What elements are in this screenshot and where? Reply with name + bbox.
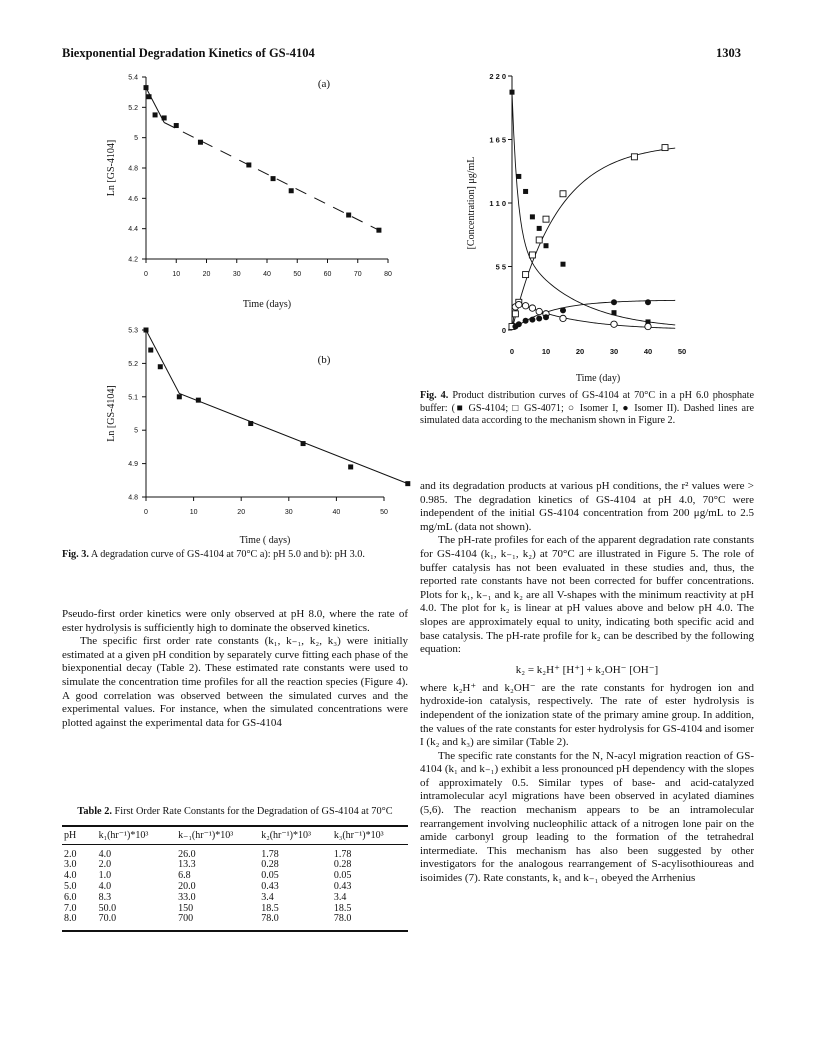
table-cell: 13.3 <box>178 859 196 871</box>
y-axis-label: Ln [GS-4104] <box>106 139 117 197</box>
x-axis-label: Time (day) <box>575 373 621 384</box>
table-header-cell: k₂(hr⁻¹)*10³ <box>259 827 332 845</box>
data-point <box>405 481 410 486</box>
figure-3-caption-text: A degradation curve of GS-4104 at 70°C a): pH 5.0 and b): pH 3.0. <box>90 549 365 560</box>
point-isomer-ii <box>536 315 542 321</box>
right-paragraph-4: The specific rate constants for the N, N-acyl migration reaction of GS-4104 (k₁ and k₋₁) exhibit a less pronounced pH dependency with the slopes of approximately 0.5. Similar types of base- and acid-catalyzed intramolecular acyl migrations have been observed in acylated diamines (5,6). The reaction mechanism appears to be an intramolecular rearrangement involving nucleophilic attack of a nitrogen lone pair on the amide carbonyl group leading to the formation of the tetrahedral intermediate. This mechanism has also been suggested by other investigators for the analogous rearrangement of S-acylisothioureas and isoimides (7). Rate constants, k₁ and k₋₁ obeyed the Arrhenius <box>420 749 754 885</box>
y-tick-label: 5.1 <box>128 394 138 402</box>
running-title: Biexponential Degradation Kinetics of GS-4104 <box>62 46 315 60</box>
point-isomer-i <box>611 321 617 327</box>
data-point <box>289 188 294 193</box>
point-isomer-ii <box>645 299 651 305</box>
data-point <box>153 112 158 117</box>
point-gs-4104 <box>530 214 535 219</box>
point-gs-4071 <box>536 237 542 243</box>
page-number: 1303 <box>716 46 741 60</box>
point-gs-4104 <box>612 310 617 315</box>
figure-3a-chart <box>84 68 414 316</box>
point-isomer-ii <box>611 299 617 305</box>
table-row <box>62 914 408 930</box>
table-2-title-text: First Order Rate Constants for the Degradation of GS-4104 at 70°C <box>114 806 393 817</box>
point-isomer-ii <box>543 314 549 320</box>
figure-3-caption <box>62 549 408 562</box>
figure-4-chart <box>460 66 760 388</box>
y-tick-label: 1 1 0 <box>489 199 506 208</box>
y-tick-label: 5.3 <box>128 327 138 335</box>
point-gs-4104 <box>523 189 528 194</box>
figure-3-caption-label: Fig. 3. <box>62 549 89 560</box>
table-cell: 4.0 <box>98 848 112 860</box>
point-gs-4071 <box>512 311 518 317</box>
point-isomer-i <box>522 303 528 309</box>
data-point <box>147 94 152 99</box>
table-cell: 1.78 <box>333 848 352 860</box>
table-cell: 8.0 <box>64 913 77 925</box>
y-tick-label: 1 6 5 <box>489 135 506 145</box>
table-cell: 18.5 <box>333 902 352 914</box>
x-tick-label: 30 <box>232 271 241 278</box>
data-point <box>177 394 182 399</box>
left-paragraph-2: The specific first order rate constants (k₁, k₋₁, k₂, k₃) were initially estimated at a given pH condition by separately curve fitting each phase of the biexponential decay (Table 2). These estimated rate constants were used to simulate the concentration time profiles for all the reaction species (Figure 4). A good correlation was observed between the simulated curves and the experimental values. For instance, when the simulated concentrations were plotted against the experimental data for GS-4104 <box>62 635 408 729</box>
data-point <box>271 176 276 181</box>
rate-constants-table <box>62 827 408 931</box>
data-point <box>248 421 253 426</box>
data-point <box>162 115 167 120</box>
table-header-cell: k₋₁(hr⁻¹)*10³ <box>176 827 259 845</box>
y-tick-label: 5 5 <box>495 262 506 272</box>
point-gs-4104 <box>561 262 566 267</box>
data-point <box>348 464 353 469</box>
point-gs-4071 <box>631 154 637 160</box>
table-cell: 8.3 <box>98 891 112 903</box>
point-isomer-ii <box>516 321 522 327</box>
right-paragraph-1: and its degradation products at various pH conditions, the r² values were > 0.985. The degradation kinetics of GS-4104 at pH 4.0, 70°C were independent of the initial GS-4104 concentration from 200 μg/mL to 2.5 mg/mL (data not shown). <box>420 480 754 533</box>
right-column <box>420 480 754 886</box>
point-isomer-i <box>536 308 542 314</box>
panel-label: (a) <box>317 78 331 90</box>
x-tick-label: 50 <box>677 347 687 356</box>
y-tick-label: 4.6 <box>128 195 138 203</box>
point-isomer-i <box>516 301 522 307</box>
figure-3b-chart <box>84 318 414 550</box>
table-row <box>62 882 408 893</box>
table-cell: 18.5 <box>261 902 279 914</box>
table-cell: 78.0 <box>261 913 279 925</box>
x-tick-label: 0 <box>144 509 148 516</box>
table-cell: 0.05 <box>333 870 352 882</box>
data-point <box>144 85 149 90</box>
data-point <box>174 123 179 128</box>
y-tick-label: 4.2 <box>128 256 138 264</box>
table-header-cell: k₁(hr⁻¹)*10³ <box>97 827 177 845</box>
x-tick-label: 20 <box>202 271 211 278</box>
x-tick-label: 0 <box>144 271 148 278</box>
table-cell: 2.0 <box>64 848 77 860</box>
table-cell: 33.0 <box>178 891 196 903</box>
y-axis-label: [Concentration] μg/mL <box>466 156 477 250</box>
panel-label: (b) <box>317 354 331 366</box>
table-row <box>62 844 408 860</box>
y-tick-label: 5.4 <box>128 74 138 82</box>
x-tick-label: 40 <box>263 271 271 278</box>
table-2-body <box>62 825 408 933</box>
table-cell: 4.0 <box>64 870 77 882</box>
table-cell: 7.0 <box>64 902 77 914</box>
table-header-cell: k₃(hr⁻¹)*10³ <box>332 827 408 845</box>
y-tick-label: 4.8 <box>128 494 138 502</box>
figure-4 <box>460 66 760 393</box>
table-row <box>62 893 408 904</box>
table-cell: 3.4 <box>333 891 347 903</box>
x-tick-label: 30 <box>609 347 619 356</box>
table-cell: 78.0 <box>333 913 352 925</box>
table-cell: 0.43 <box>333 880 352 892</box>
y-tick-label: 5 <box>134 135 138 143</box>
x-tick-label: 0 <box>509 347 515 356</box>
table-cell: 3.4 <box>261 891 274 903</box>
fit-line <box>146 330 408 484</box>
point-isomer-i <box>645 323 651 329</box>
table-cell: 26.0 <box>178 848 196 860</box>
y-tick-label: 4.4 <box>128 226 138 234</box>
table-cell: 1.78 <box>261 848 279 860</box>
right-paragraph-2: The pH-rate profiles for each of the apparent degradation rate constants for GS-4104 (k₁, k₋₁, k₂) at 70°C are illustrated in Figure 5. The role of buffer catalysis has not been evaluated in these studies and, thus, the reported rate constants have not been corrected for buffer concentrations. Plots for k₁, k₋₁ and k₂ are all V-shapes with the minimum reactivity at pH 4.0. The plot for k₂ is linear at pH values above and below pH 4.0. The slopes are approximately equal to unity, indicating both specific acid and base catalysis. The pH-rate profile for k₂ can be described by the following equation: <box>420 534 754 656</box>
table-cell: 1.0 <box>98 870 112 882</box>
point-gs-4071 <box>560 191 566 197</box>
right-paragraph-3: where k₂H⁺ and k₂OH⁻ are the rate constants for hydrogen ion and hydroxide-ion catalysis, respectively. The rate of ester hydrolysis is independent of the ionization state of the primary amine group. In addition, the values of the rate constants for ester hydrolysis for GS-4104 and isomer I (k₂ and k₃) are similar (Table 2). <box>420 681 754 749</box>
data-point <box>301 441 306 446</box>
simulated-curve-gs4104 <box>512 92 675 325</box>
point-gs-4104 <box>544 243 549 248</box>
table-header-cell: pH <box>62 827 97 845</box>
point-isomer-i <box>560 315 566 321</box>
x-axis-label: Time (days) <box>242 299 292 310</box>
point-isomer-ii <box>529 317 535 323</box>
x-tick-label: 30 <box>284 509 293 516</box>
table-row <box>62 871 408 882</box>
table-2 <box>62 806 408 932</box>
point-gs-4104 <box>510 90 515 95</box>
table-cell: 20.0 <box>178 880 196 892</box>
y-tick-label: 5.2 <box>128 104 138 112</box>
x-tick-label: 40 <box>643 347 653 356</box>
data-point <box>148 348 153 353</box>
x-tick-label: 60 <box>323 271 332 278</box>
x-tick-label: 10 <box>541 347 551 356</box>
table-2-title <box>62 806 408 819</box>
data-point <box>198 140 203 145</box>
table-cell: 4.0 <box>98 880 112 892</box>
point-gs-4104 <box>537 226 542 231</box>
x-tick-label: 50 <box>380 509 388 516</box>
figure-3b <box>84 318 414 555</box>
x-tick-label: 20 <box>237 509 246 516</box>
figure-4-caption <box>420 390 754 428</box>
point-gs-4071 <box>662 145 668 151</box>
point-gs-4071 <box>543 216 549 222</box>
table-cell: 5.0 <box>64 880 77 892</box>
table-cell: 6.0 <box>64 891 77 903</box>
y-axis-label: Ln [GS-4104] <box>106 385 117 442</box>
rate-equation: k₂ = k₂H⁺ [H⁺] + k₂OH⁻ [OH⁻] <box>515 663 659 676</box>
y-tick-label: 4.9 <box>128 461 138 469</box>
left-column <box>62 608 408 730</box>
table-cell: 700 <box>178 913 194 925</box>
table-cell: 0.43 <box>261 880 279 892</box>
data-point <box>144 328 149 333</box>
figure-4-caption-text: Product distribution curves of GS-4104 at 70°C in a pH 6.0 phosphate buffer: (■ GS-4104; □ GS-4071; ○ Isomer I, ● Isomer II). Dashed lines are simulated data according to the mechanism shown in Figure 2. <box>420 390 754 427</box>
data-point <box>196 398 201 403</box>
point-gs-4071 <box>529 252 535 258</box>
y-tick-label: 2 2 0 <box>489 72 506 81</box>
point-isomer-ii <box>560 307 566 313</box>
data-point <box>246 162 251 167</box>
x-tick-label: 70 <box>353 271 362 278</box>
point-gs-4071 <box>523 272 529 278</box>
y-tick-label: 5 <box>134 427 138 435</box>
table-cell: 2.0 <box>98 859 112 871</box>
x-tick-label: 80 <box>384 271 392 278</box>
x-tick-label: 40 <box>332 509 341 516</box>
x-tick-label: 50 <box>293 271 302 278</box>
figure-3a <box>84 68 414 321</box>
table-2-title-label: Table 2. <box>77 806 112 817</box>
point-isomer-ii <box>523 318 529 324</box>
table-cell: 3.0 <box>64 859 77 871</box>
data-point <box>158 364 163 369</box>
table-cell: 150 <box>178 902 194 914</box>
table-cell: 0.28 <box>333 859 352 871</box>
y-tick-label: 4.8 <box>128 165 138 173</box>
left-paragraph-1: Pseudo-first order kinetics were only observed at pH 8.0, where the rate of ester hydrolysis is sufficiently high to dominate the observed kinetics. <box>62 608 408 634</box>
y-tick-label: 0 <box>501 326 506 335</box>
table-cell: 0.05 <box>261 870 279 882</box>
point-gs-4104 <box>516 174 521 179</box>
table-cell: 0.28 <box>261 859 279 871</box>
x-tick-label: 20 <box>575 347 585 356</box>
table-cell: 50.0 <box>98 902 117 914</box>
figure-4-caption-label: Fig. 4. <box>420 390 449 401</box>
data-point <box>376 228 381 233</box>
x-tick-label: 10 <box>172 271 181 278</box>
point-isomer-i <box>529 305 535 311</box>
y-tick-label: 5.2 <box>128 360 138 368</box>
data-point <box>346 213 351 218</box>
x-tick-label: 10 <box>189 509 198 516</box>
table-row <box>62 860 408 871</box>
table-cell: 6.8 <box>178 870 191 882</box>
x-axis-label: Time ( days) <box>239 535 291 546</box>
table-cell: 70.0 <box>98 913 117 925</box>
